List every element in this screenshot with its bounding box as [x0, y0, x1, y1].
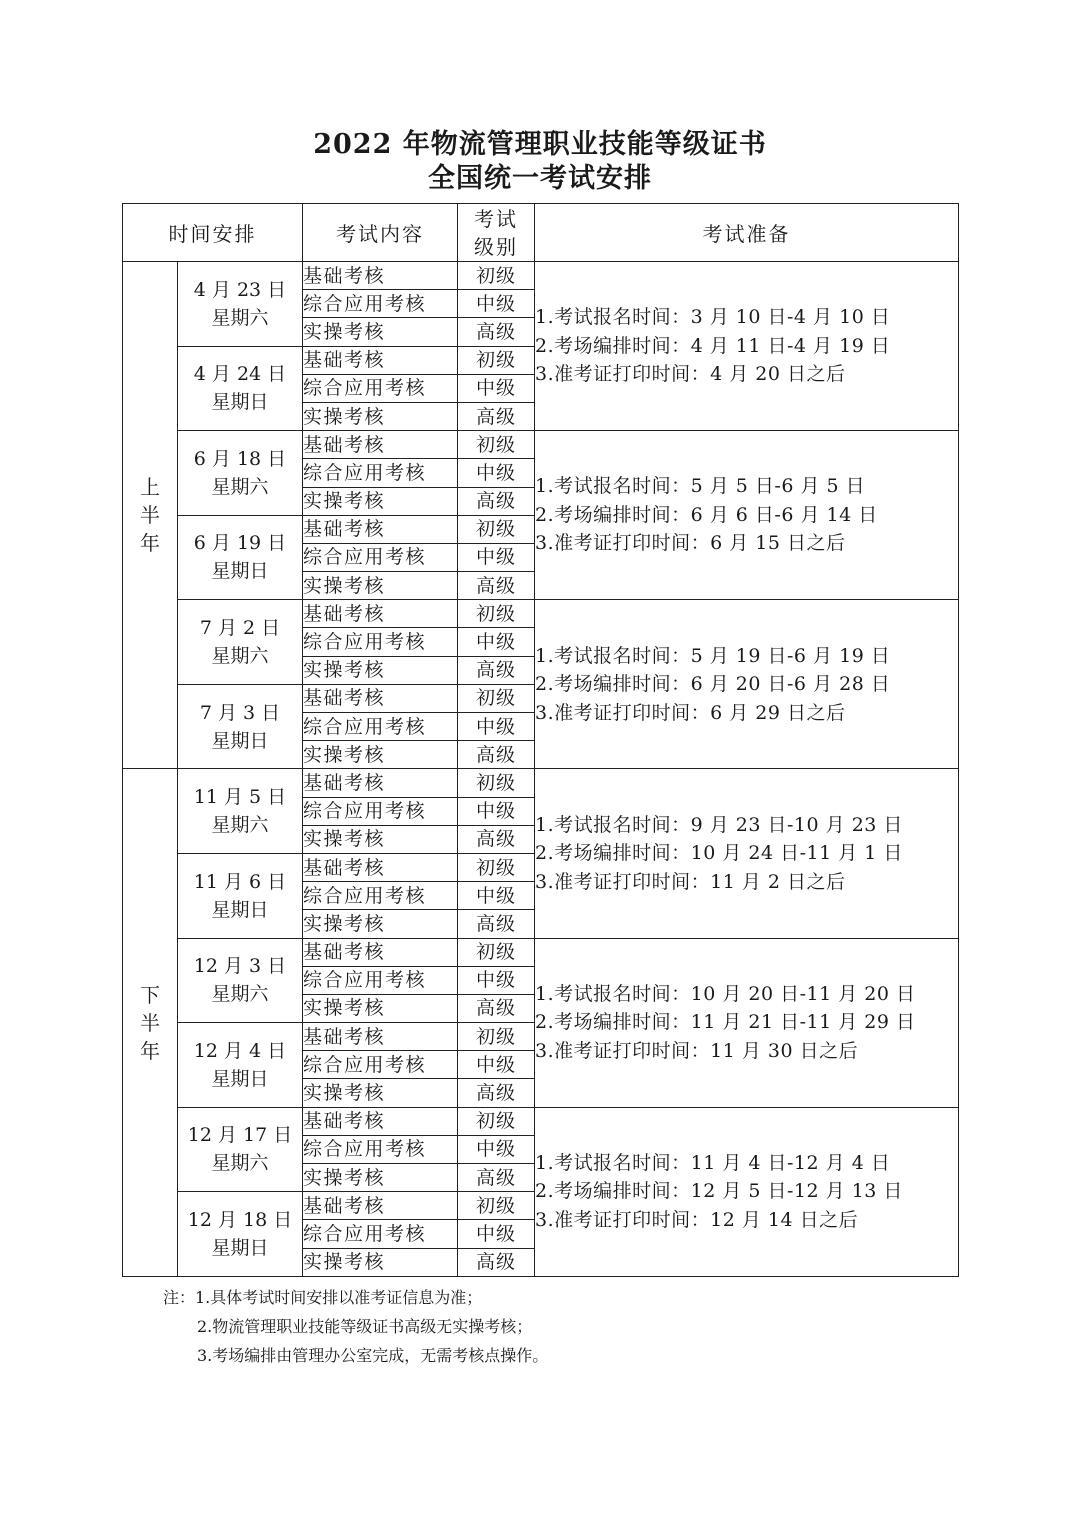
prep-line: 3.准考证打印时间：11 月 2 日之后 [535, 870, 846, 893]
exam-level: 中级 [458, 966, 535, 994]
exam-level: 高级 [458, 1248, 535, 1276]
exam-content: 实操考核 [303, 1164, 458, 1192]
exam-date-cell [178, 262, 303, 347]
title-line-2: 全国统一考试安排 [428, 163, 652, 194]
exam-content: 综合应用考核 [303, 374, 458, 402]
half-year-char: 上 [140, 475, 160, 500]
exam-weekday: 星期日 [211, 560, 269, 583]
exam-date: 12 月 4 日 [193, 1039, 287, 1062]
exam-date-cell [178, 1107, 303, 1192]
exam-level: 初级 [458, 853, 535, 881]
exam-level: 高级 [458, 1164, 535, 1192]
half-year-char: 年 [140, 1038, 160, 1063]
exam-weekday: 星期日 [211, 729, 269, 752]
exam-content: 基础考核 [303, 431, 458, 459]
prep-line: 2.考场编排时间：11 月 21 日-11 月 29 日 [535, 1011, 916, 1034]
exam-date-cell [178, 346, 303, 431]
exam-weekday: 星期六 [211, 475, 269, 498]
exam-level: 高级 [458, 741, 535, 769]
exam-date-cell [178, 938, 303, 1023]
exam-content: 实操考核 [303, 402, 458, 430]
exam-level: 中级 [458, 797, 535, 825]
exam-date-cell [178, 600, 303, 685]
exam-date: 4 月 23 日 [193, 278, 287, 301]
exam-level: 高级 [458, 318, 535, 346]
exam-date-cell [178, 1023, 303, 1108]
table-row [123, 938, 959, 966]
exam-content: 基础考核 [303, 1192, 458, 1220]
prep-line: 2.考场编排时间：6 月 20 日-6 月 28 日 [535, 673, 891, 696]
exam-level: 初级 [458, 346, 535, 374]
header-level-line2: 级别 [474, 234, 518, 259]
exam-content: 基础考核 [303, 853, 458, 881]
exam-prep-cell [535, 1107, 959, 1276]
half-year-label [123, 262, 178, 769]
exam-weekday: 星期日 [211, 1236, 269, 1259]
exam-content: 实操考核 [303, 1079, 458, 1107]
exam-prep-cell [535, 769, 959, 938]
exam-weekday: 星期六 [211, 306, 269, 329]
exam-schedule-table [122, 203, 959, 1277]
prep-line: 3.准考证打印时间：11 月 30 日之后 [535, 1039, 859, 1062]
exam-date: 6 月 19 日 [193, 532, 287, 555]
exam-date: 12 月 3 日 [193, 955, 287, 978]
exam-date: 7 月 3 日 [199, 701, 281, 724]
prep-line: 2.考场编排时间：6 月 6 日-6 月 14 日 [535, 503, 878, 526]
exam-content: 实操考核 [303, 487, 458, 515]
exam-level: 初级 [458, 431, 535, 459]
table-row [123, 600, 959, 628]
exam-prep-cell [535, 600, 959, 769]
header-time: 时间安排 [123, 204, 303, 262]
exam-content: 实操考核 [303, 825, 458, 853]
exam-level: 初级 [458, 684, 535, 712]
exam-content: 基础考核 [303, 1023, 458, 1051]
table-row [123, 1107, 959, 1135]
exam-date-cell [178, 769, 303, 854]
note-3: 3.考场编排由管理办公室完成，无需考核点操作。 [197, 1346, 549, 1365]
exam-content: 综合应用考核 [303, 543, 458, 571]
exam-level: 初级 [458, 1192, 535, 1220]
exam-content: 实操考核 [303, 318, 458, 346]
half-year-char: 年 [140, 531, 160, 556]
exam-prep-cell [535, 262, 959, 431]
exam-content: 综合应用考核 [303, 628, 458, 656]
exam-content: 基础考核 [303, 515, 458, 543]
exam-content: 综合应用考核 [303, 290, 458, 318]
exam-level: 中级 [458, 1220, 535, 1248]
exam-level: 高级 [458, 402, 535, 430]
exam-content: 基础考核 [303, 1107, 458, 1135]
header-level-line1: 考试 [474, 206, 518, 231]
exam-weekday: 星期日 [211, 391, 269, 414]
exam-content: 综合应用考核 [303, 1051, 458, 1079]
exam-level: 初级 [458, 1107, 535, 1135]
exam-level: 中级 [458, 374, 535, 402]
exam-weekday: 星期日 [211, 1067, 269, 1090]
exam-prep-cell [535, 431, 959, 600]
exam-date-cell [178, 853, 303, 938]
exam-content: 基础考核 [303, 769, 458, 797]
exam-content: 基础考核 [303, 262, 458, 290]
title-line-1: 2022 年物流管理职业技能等级证书 [313, 129, 767, 160]
note-1: 注：1.具体考试时间安排以准考证信息为准； [163, 1288, 483, 1307]
prep-line: 3.准考证打印时间：6 月 29 日之后 [535, 701, 846, 724]
exam-date: 11 月 6 日 [193, 870, 287, 893]
exam-level: 初级 [458, 515, 535, 543]
table-row [123, 769, 959, 797]
exam-content: 基础考核 [303, 600, 458, 628]
exam-content: 综合应用考核 [303, 797, 458, 825]
exam-level: 初级 [458, 938, 535, 966]
exam-content: 综合应用考核 [303, 713, 458, 741]
exam-level: 初级 [458, 262, 535, 290]
exam-level: 高级 [458, 910, 535, 938]
note-2: 2.物流管理职业技能等级证书高级无实操考核； [197, 1317, 533, 1336]
exam-weekday: 星期六 [211, 645, 269, 668]
exam-weekday: 星期日 [211, 898, 269, 921]
exam-level: 中级 [458, 713, 535, 741]
table-row [123, 262, 959, 290]
exam-content: 基础考核 [303, 938, 458, 966]
table-row [123, 431, 959, 459]
exam-date-cell [178, 1192, 303, 1277]
exam-date: 11 月 5 日 [193, 786, 287, 809]
header-level [458, 204, 535, 262]
prep-line: 2.考场编排时间：4 月 11 日-4 月 19 日 [535, 334, 891, 357]
prep-line: 3.准考证打印时间：4 月 20 日之后 [535, 363, 846, 386]
prep-line: 1.考试报名时间：3 月 10 日-4 月 10 日 [535, 306, 891, 329]
exam-content: 实操考核 [303, 572, 458, 600]
half-year-char: 下 [140, 982, 160, 1007]
exam-date: 4 月 24 日 [193, 363, 287, 386]
exam-level: 中级 [458, 882, 535, 910]
header-prep: 考试准备 [535, 204, 959, 262]
exam-weekday: 星期六 [211, 814, 269, 837]
exam-content: 实操考核 [303, 1248, 458, 1276]
prep-line: 1.考试报名时间：10 月 20 日-11 月 20 日 [535, 982, 916, 1005]
exam-date-cell [178, 684, 303, 769]
prep-line: 1.考试报名时间：11 月 4 日-12 月 4 日 [535, 1151, 891, 1174]
schedule-body [123, 262, 959, 1277]
prep-line: 1.考试报名时间：9 月 23 日-10 月 23 日 [535, 813, 903, 836]
exam-level: 初级 [458, 600, 535, 628]
exam-content: 实操考核 [303, 741, 458, 769]
exam-level: 初级 [458, 1023, 535, 1051]
exam-date: 6 月 18 日 [193, 447, 287, 470]
exam-level: 高级 [458, 1079, 535, 1107]
exam-level: 中级 [458, 1051, 535, 1079]
header-row [123, 204, 959, 262]
exam-level: 中级 [458, 1135, 535, 1163]
exam-content: 基础考核 [303, 684, 458, 712]
half-year-char: 半 [140, 1010, 160, 1035]
header-content: 考试内容 [303, 204, 458, 262]
exam-weekday: 星期六 [211, 983, 269, 1006]
prep-line: 2.考场编排时间：12 月 5 日-12 月 13 日 [535, 1180, 903, 1203]
exam-level: 中级 [458, 628, 535, 656]
prep-line: 2.考场编排时间：10 月 24 日-11 月 1 日 [535, 842, 903, 865]
exam-level: 初级 [458, 769, 535, 797]
exam-date-cell [178, 431, 303, 516]
exam-content: 实操考核 [303, 994, 458, 1022]
exam-content: 综合应用考核 [303, 1135, 458, 1163]
exam-content: 综合应用考核 [303, 1220, 458, 1248]
exam-level: 中级 [458, 459, 535, 487]
exam-level: 中级 [458, 543, 535, 571]
exam-level: 中级 [458, 290, 535, 318]
notes [163, 1283, 548, 1370]
exam-content: 实操考核 [303, 656, 458, 684]
exam-content: 综合应用考核 [303, 459, 458, 487]
prep-line: 1.考试报名时间：5 月 5 日-6 月 5 日 [535, 475, 866, 498]
half-year-char: 半 [140, 503, 160, 528]
exam-content: 基础考核 [303, 346, 458, 374]
exam-prep-cell [535, 938, 959, 1107]
exam-level: 高级 [458, 572, 535, 600]
prep-line: 3.准考证打印时间：6 月 15 日之后 [535, 532, 846, 555]
page-title [0, 128, 1080, 196]
exam-date: 12 月 17 日 [187, 1124, 293, 1147]
exam-date: 12 月 18 日 [187, 1208, 293, 1231]
exam-level: 高级 [458, 825, 535, 853]
half-year-label [123, 769, 178, 1276]
exam-content: 实操考核 [303, 910, 458, 938]
exam-level: 高级 [458, 487, 535, 515]
exam-level: 高级 [458, 994, 535, 1022]
exam-date: 7 月 2 日 [199, 617, 281, 640]
exam-content: 综合应用考核 [303, 882, 458, 910]
exam-weekday: 星期六 [211, 1152, 269, 1175]
exam-level: 高级 [458, 656, 535, 684]
exam-content: 综合应用考核 [303, 966, 458, 994]
exam-date-cell [178, 515, 303, 600]
prep-line: 1.考试报名时间：5 月 19 日-6 月 19 日 [535, 644, 891, 667]
prep-line: 3.准考证打印时间：12 月 14 日之后 [535, 1208, 859, 1231]
